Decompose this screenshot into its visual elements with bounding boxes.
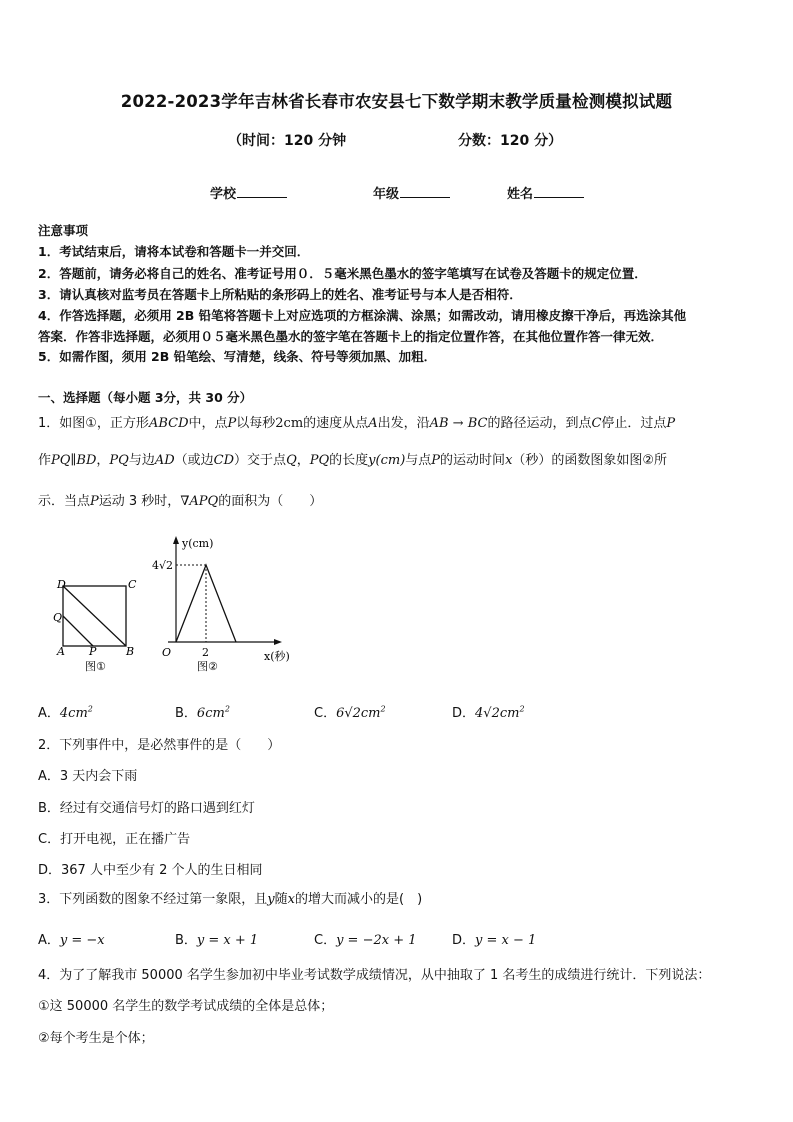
q1-option-c[interactable]: C．$6√2cm^2$ <box>314 704 386 721</box>
notice-item: 2．答题前，请务必将自己的姓名、准考证号用０．５毫米黑色墨水的签字笔填写在试卷及答题卡的规定位置． <box>38 266 647 281</box>
x-axis-arrow <box>274 639 282 645</box>
label-q: Q <box>53 611 63 624</box>
label-c: C <box>128 578 137 591</box>
q2-stem: 2．下列事件中，是必然事件的是（ ） <box>38 738 281 753</box>
segment-pq <box>63 616 93 646</box>
q1-option-d[interactable]: D．$4√2cm^2$ <box>452 704 525 721</box>
x-mark-label: 2 <box>202 646 209 659</box>
x-axis-label: x(秒) <box>264 650 290 663</box>
q3-stem: 3．下列函数的图象不经过第一象限，且y随x的增大而减小的是( ) <box>38 892 423 907</box>
name-field <box>507 183 584 202</box>
grade-field <box>373 183 450 202</box>
q1-option-a[interactable]: A．$4cm^2$ <box>38 704 93 721</box>
grade-blank <box>400 185 450 198</box>
q4-statement: ②每个考生是个体； <box>38 1031 154 1046</box>
y-mark-label: 4√2 <box>152 559 174 572</box>
q4-statement: ①这 50000 名学生的数学考试成绩的全体是总体； <box>38 999 334 1014</box>
q3-option-c[interactable]: C．y = −2x + 1 <box>314 933 417 948</box>
notice-item: 4．作答选择题，必须用 2B 铅笔将答题卡上对应选项的方框涂满、涂黑；如需改动，请用橡皮擦干净后，再选涂其他 <box>38 308 687 323</box>
page-title: 2022-2023学年吉林省长春市农安县七下数学期末教学质量检测模拟试题 <box>120 92 673 111</box>
q2-option-a[interactable]: A．3 天内会下雨 <box>38 769 138 784</box>
notice-item: 5．如需作图，须用 2B 铅笔绘、写清楚，线条、符号等须加黑、加粗． <box>38 349 437 364</box>
q1-line1: 1．如图①，正方形ABCD中，点P以每秒2cm的速度从点A出发，沿AB → BC的路径运动，到点C停止．过点P <box>38 416 676 431</box>
origin-label: O <box>162 646 172 659</box>
name-label: 姓名 <box>507 187 534 202</box>
school-blank <box>237 185 287 198</box>
exam-time: （时间：120 分钟 <box>228 133 347 149</box>
school-field <box>210 183 287 202</box>
figure-1-caption: 图① <box>85 660 106 673</box>
q1-line2: 作PQ∥BD，PQ与边AD（或边CD）交于点Q，PQ的长度y(cm)与点P的运动时间x（秒）的函数图象如图②所 <box>38 453 668 468</box>
label-b: B <box>126 645 135 658</box>
diagonal-bd <box>63 586 126 646</box>
q3-option-d[interactable]: D．y = x − 1 <box>452 933 537 948</box>
notice-item: 3．请认真核对监考员在答题卡上所粘贴的条形码上的姓名、准考证号与本人是否相符． <box>38 287 522 302</box>
y-axis-arrow <box>173 536 179 544</box>
q1-option-b[interactable]: B．$6cm^2$ <box>175 704 230 721</box>
label-d: D <box>57 578 66 591</box>
q3-option-a[interactable]: A．y = −x <box>38 933 105 948</box>
school-label: 学校 <box>210 187 237 202</box>
notice-heading: 注意事项 <box>38 223 89 238</box>
q4-stem: 4．为了了解我市 50000 名学生参加初中毕业考试数学成绩情况，从中抽取了 1 名考生的成绩进行统计．下列说法： <box>38 968 711 983</box>
grade-label: 年级 <box>373 187 400 202</box>
q2-option-d[interactable]: D．367 人中至少有 2 个人的生日相同 <box>38 863 263 878</box>
figure-2-caption: 图② <box>197 660 218 673</box>
q1-line3: 示．当点P运动 3 秒时，∇APQ的面积为（ ） <box>38 494 323 509</box>
q1-figure-2 <box>150 532 310 678</box>
y-axis-label: y(cm) <box>182 537 214 550</box>
name-blank <box>534 185 584 198</box>
label-p: P <box>89 645 97 658</box>
label-a: A <box>57 645 65 658</box>
q2-option-b[interactable]: B．经过有交通信号灯的路口遇到红灯 <box>38 801 255 816</box>
notice-item: 1．考试结束后，请将本试卷和答题卡一并交回． <box>38 244 310 259</box>
q1-figure-1 <box>50 570 145 678</box>
section-heading: 一、选择题（每小题 3分，共 30 分） <box>38 390 253 405</box>
q3-option-b[interactable]: B．y = x + 1 <box>175 933 259 948</box>
q2-option-c[interactable]: C．打开电视，正在播广告 <box>38 832 191 847</box>
notice-item: 答案．作答非选择题，必须用０５毫米黑色墨水的签字笔在答题卡上的指定位置作答，在其他位置作答一律无效． <box>38 329 664 344</box>
exam-score: 分数：120 分） <box>458 133 563 149</box>
